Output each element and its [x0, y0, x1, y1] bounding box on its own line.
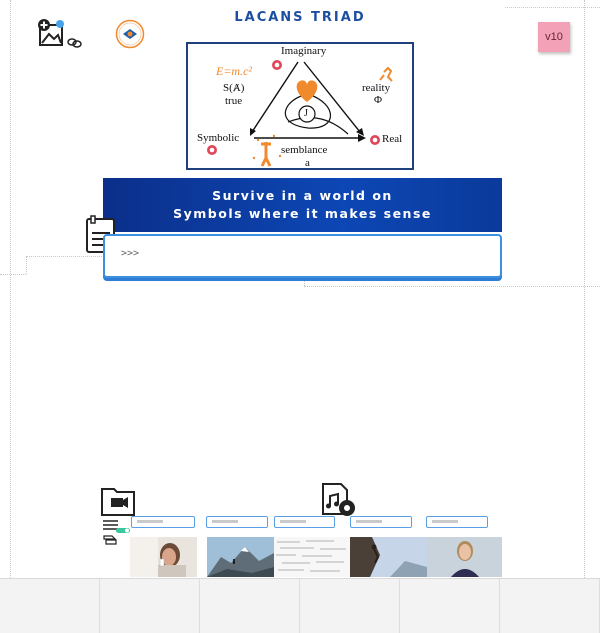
- bottom-toolbar: [0, 578, 600, 633]
- toolbar-slot[interactable]: [200, 579, 300, 633]
- canvas-guide: [304, 286, 600, 287]
- thumbnail-woman-drinking[interactable]: [130, 537, 197, 577]
- canvas-guide: [304, 278, 305, 286]
- music-settings-icon[interactable]: [320, 482, 358, 518]
- thumbnail-label[interactable]: [206, 516, 268, 528]
- label-a: a: [305, 157, 310, 169]
- thumbnail-label[interactable]: [350, 516, 412, 528]
- prompt-input[interactable]: [103, 234, 502, 278]
- thumbnail-label[interactable]: [426, 516, 488, 528]
- canvas-guide: [505, 7, 600, 8]
- triad-diagram: [186, 42, 414, 170]
- thumbnail-woman-portrait[interactable]: [427, 537, 502, 577]
- thumbnail-label[interactable]: [274, 516, 335, 528]
- banner-line-1: Survive in a world on: [212, 188, 393, 203]
- toolbar-slot[interactable]: [400, 579, 500, 633]
- video-folder-icon[interactable]: [100, 485, 136, 517]
- label-imaginary: Imaginary: [281, 45, 327, 57]
- toolbar-slot[interactable]: [500, 579, 600, 633]
- canvas-guide: [26, 256, 27, 274]
- thumbnail-mountain-climber[interactable]: [207, 537, 274, 577]
- page-title: LACANS TRIAD: [234, 10, 366, 25]
- label-semblance: semblance: [281, 144, 328, 156]
- label-true: true: [225, 95, 243, 107]
- toolbar-slot[interactable]: [300, 579, 400, 633]
- label-s: S(Ⱥ): [223, 82, 245, 94]
- label-symbolic: Symbolic: [197, 132, 240, 144]
- label-real: Real: [382, 133, 403, 145]
- version-badge[interactable]: v10: [538, 22, 570, 52]
- label-equation: E=m.c²: [216, 64, 253, 78]
- toolbar-slot[interactable]: [100, 579, 200, 633]
- canvas-guide: [0, 274, 26, 275]
- canvas-guide: [10, 0, 11, 578]
- thumbnail-label[interactable]: [131, 516, 195, 528]
- toolbar-slot[interactable]: [0, 579, 100, 633]
- canvas-guide: [584, 0, 585, 578]
- canvas-guide: [26, 256, 102, 257]
- list-toggle-icon[interactable]: [102, 518, 132, 546]
- thumbnail-cliff-climber[interactable]: [350, 537, 427, 577]
- banner-line-2: Symbols where it makes sense: [173, 206, 432, 221]
- label-j: J: [304, 108, 308, 119]
- label-reality: reality: [362, 82, 391, 94]
- label-phi: Φ: [374, 94, 383, 106]
- prompt-input-value: >>>: [121, 248, 140, 259]
- headline-banner: [103, 178, 502, 232]
- thumbnail-equations[interactable]: [274, 537, 350, 577]
